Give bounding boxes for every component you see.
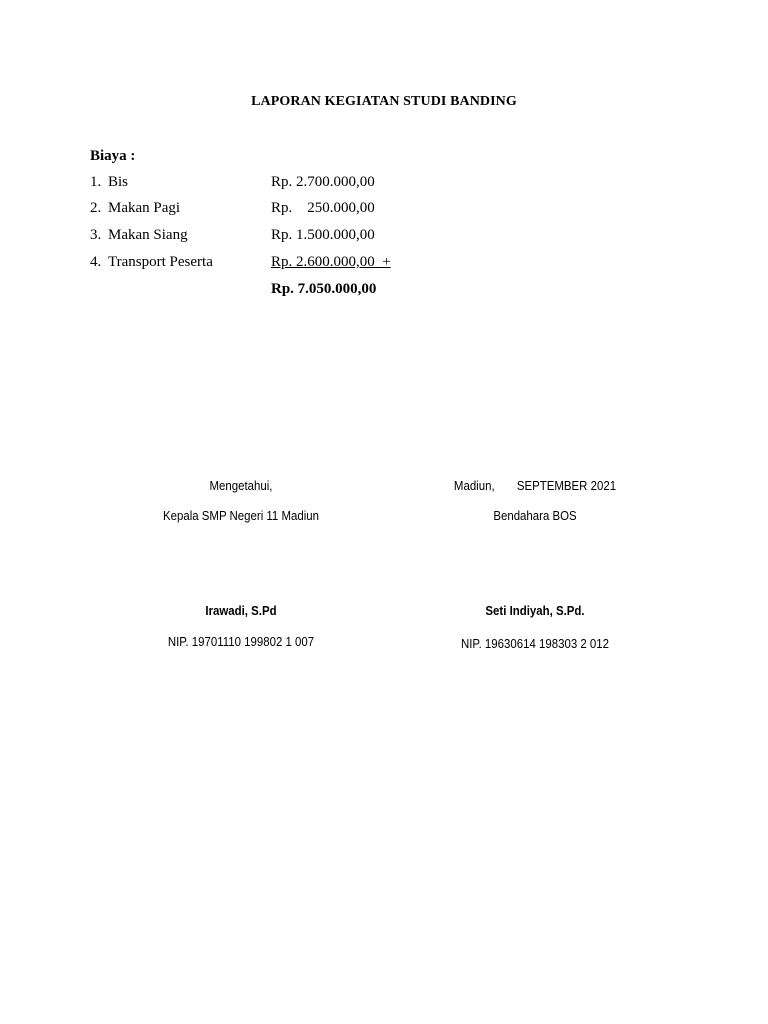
cost-item-number: 3.	[90, 227, 102, 243]
cost-item-number: 4.	[90, 254, 102, 270]
left-signer-name: Irawadi, S.Pd	[205, 603, 277, 618]
right-signer-nip: NIP. 19630614 198303 2 012	[460, 636, 610, 651]
report-title: LAPORAN KEGIATAN STUDI BANDING	[251, 94, 517, 109]
cost-item-label: Transport Peserta	[108, 254, 213, 270]
left-role: Kepala SMP Negeri 11 Madiun	[162, 508, 320, 523]
cost-item-transport-peserta	[90, 254, 490, 274]
cost-item-label: Makan Siang	[108, 227, 188, 243]
cost-total: Rp. 7.050.000,00	[271, 281, 377, 297]
cost-item-label: Bis	[108, 174, 129, 190]
cost-item-amount: Rp. 2.600.000,00 +	[271, 254, 391, 270]
cost-item-makan-siang	[90, 227, 490, 247]
cost-item-makan-pagi	[90, 200, 490, 220]
cost-item-label: Makan Pagi	[108, 200, 181, 216]
cost-item-bis	[90, 174, 490, 194]
right-place-date: Madiun, SEPTEMBER 2021	[453, 478, 617, 493]
right-signer-name: Seti Indiyah, S.Pd.	[485, 603, 585, 618]
left-greeting: Mengetahui,	[209, 478, 273, 493]
cost-item-amount: Rp. 250.000,00	[271, 200, 375, 216]
cost-item-number: 2.	[90, 200, 102, 216]
cost-item-amount: Rp. 2.700.000,00	[271, 174, 375, 190]
cost-item-number: 1.	[90, 174, 102, 190]
cost-item-amount: Rp. 1.500.000,00	[271, 227, 375, 243]
cost-heading: Biaya :	[90, 148, 136, 164]
right-role: Bendahara BOS	[493, 508, 577, 523]
left-signer-nip: NIP. 19701110 199802 1 007	[167, 634, 315, 649]
